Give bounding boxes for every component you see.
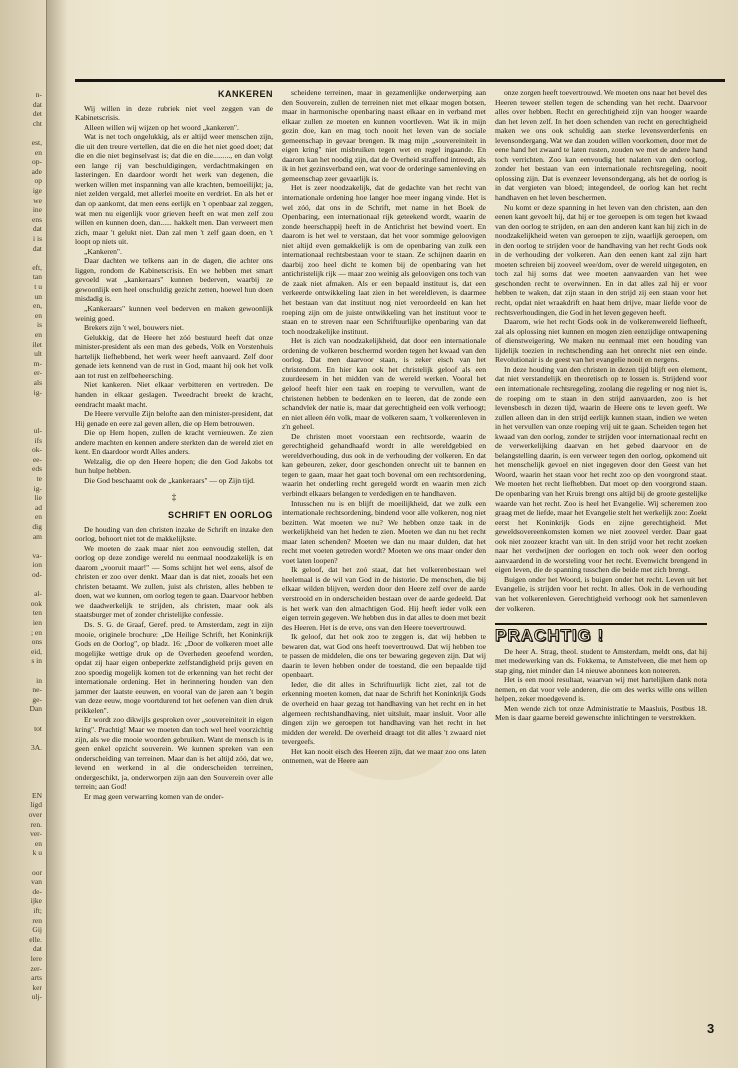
adjacent-page-fragment: in bbox=[36, 675, 42, 685]
adjacent-page-fragment: en bbox=[34, 512, 42, 522]
adjacent-page-fragment: oor bbox=[32, 867, 42, 877]
adjacent-page-fragment: lie bbox=[34, 493, 42, 503]
adjacent-page-fragment: ilet bbox=[32, 339, 42, 349]
adjacent-page-fragment: zer- bbox=[30, 963, 42, 973]
adjacent-page-fragment: ren. bbox=[30, 819, 42, 829]
adjacent-page-fragment: ne- bbox=[32, 685, 42, 695]
column-right bbox=[495, 88, 707, 723]
adjacent-page-fragment: arts bbox=[31, 973, 42, 983]
adjacent-page-fragment: m- bbox=[33, 358, 42, 368]
adjacent-page-fragment: ult bbox=[34, 349, 42, 359]
adjacent-page-fragment: ens bbox=[32, 214, 42, 224]
adjacent-page-fragment: ge- bbox=[32, 694, 42, 704]
article-paragraph: Brekers zijn 't wel, bouwers niet. bbox=[84, 323, 184, 333]
article-paragraph: Wij willen in deze rubriek niet veel zeggen van de Kabinetscrisis. bbox=[75, 103, 273, 123]
article-paragraph: „Kankeraars" kunnen veel bederven en maken gewoonlijk weinig goed. bbox=[75, 304, 273, 323]
adjacent-page-fragment: i is bbox=[33, 234, 42, 243]
adjacent-page-fragment: ige bbox=[32, 186, 42, 195]
article-paragraph: Er mag geen verwarring komen van de onder- bbox=[84, 791, 224, 801]
prachtig-heading: PRACHTIG ! bbox=[495, 626, 605, 646]
article-paragraph: Ieder, die dit alles in Schriftuurlijk licht ziet, zal tot de erkenning moeten komen, dat naar de Schrift het Koninkrijk Gods de overheid en haar gezag tot handhaving van het recht en in het algemeen rechtshandhaving, niet uitsluit, maar insluit. Voor alle dingen zijn we geroepen tot handhaving van het recht in het midden der wereld. De overheid draagt tot dit alles 't zwaard niet tevergeefs. bbox=[282, 679, 486, 747]
article-paragraph: Daarom, wie het recht Gods ook in de volkerenwereld liefheeft, zal als oplossing niet kunnen en mogen zien eenzijdige ontwapening of dienstweigering. We maken nu eenmaal met een houding van lijdelijk toezien in rechtschending aan het onrecht niet een einde. Revolutionair is de geest van het evangelie nooit en nergens. bbox=[495, 317, 707, 365]
adjacent-page-fragment: ker bbox=[32, 982, 42, 992]
adjacent-page-fragment: ook bbox=[30, 598, 42, 608]
adjacent-page-fragment: op- bbox=[32, 157, 42, 167]
adjacent-page-fragment: t u bbox=[34, 282, 42, 291]
adjacent-page-fragment: ten bbox=[32, 608, 42, 618]
adjacent-page-fragment: ion bbox=[32, 560, 42, 570]
adjacent-page-fragment: Gij bbox=[32, 925, 42, 935]
article-paragraph: We moeten de zaak maar niet zoo eenvoudig stellen, dat oorlog op deze zondige wereld nu eenmaal noodzakelijk is en daarom „vooruit maar!" — Soms schijnt het wel eens, alsof de christen er zoo over denkt. Maar dan is dat niet, zooals het een christen betaamt. We zullen, juist als christen, alles hebben te doen, wat we kunnen, om oorlog tegen te gaan. Daarvoor hebben we daadwerkelijk te strijden, als christen, maar ook als staatsburger met of zonder christelijke confessie. bbox=[75, 543, 274, 620]
adjacent-page-fragment: en, bbox=[33, 301, 42, 311]
adjacent-page-fragment: 3A. bbox=[30, 742, 42, 752]
kankeren-article bbox=[75, 104, 273, 486]
adjacent-page-fragment: est, bbox=[31, 138, 42, 147]
adjacent-page-fragment: de- bbox=[32, 886, 42, 896]
oorlog-heading: SCHRIFT EN OORLOG bbox=[168, 509, 273, 520]
top-rule bbox=[75, 79, 725, 82]
adjacent-page-edge bbox=[0, 0, 47, 1068]
binding-shadow bbox=[46, 0, 68, 1068]
article-paragraph: Nu komt er deze spanning in het leven van den christen, aan den eenen kant gevoelt hij, dat hij er toe geroepen is om tegen het kwaad van den oorlog te strijden, en aan den anderen kant kan hij zich in de noodzakelijkheid weten van geroepen te zijn, waarlijk geroepen, om in den oorlog te strijden voor de handhaving van het recht Gods ook in de verhouding der volkeren. Aan den eenen kant zal zijn hart moeten schreien bij zooveel wee/dom, over de wereld uitgegoten, en toch zal hij soms dat wee moeten aanvaarden van het wee geschonden recht te overwinnen. En in dat alles zal hij er voor hebben te waken, dat zijn staan in den strijd zij een staan voor het recht, opdat niet wraakdrift en haat hem drijve, maar liefde voor de rechtsverhoudingen, die God in het leven gegeven heeft. bbox=[495, 202, 707, 317]
adjacent-page-fragment: tot bbox=[34, 723, 42, 733]
adjacent-page-fragment: op bbox=[34, 176, 42, 186]
adjacent-page-fragment: elle. bbox=[29, 934, 42, 944]
adjacent-page-fragment: va- bbox=[32, 550, 42, 560]
adjacent-page-fragment: als bbox=[33, 378, 42, 387]
article-paragraph: Het is een mooi resultaat, waarvan wij met hartelijken dank nota nemen, en dat voor vele anderen, die om des werks wille ons willen helpen, zeker moedgevend is. bbox=[495, 675, 707, 704]
adjacent-page-fragment: al- bbox=[34, 589, 42, 599]
article-paragraph: Niet kankeren. Niet elkaar verbitteren en vertreden. De handen in elkaar geslagen. Tweedracht breekt de kracht, eendracht maakt macht. bbox=[75, 380, 273, 409]
article-paragraph: „Kankeren". bbox=[84, 246, 122, 256]
adjacent-page-fragment: en bbox=[34, 310, 42, 320]
adjacent-page-fragment: det bbox=[32, 109, 42, 119]
adjacent-page-fragment: od- bbox=[32, 570, 42, 579]
adjacent-page-fragment: ; en bbox=[30, 627, 42, 637]
adjacent-page-fragment: te bbox=[36, 474, 42, 483]
article-paragraph: De heer A. Strag, theol. student te Amsterdam, meldt ons, dat hij met medewerking van ds. Fokkema, te Amstelveen, die met hem op stap ging, niet minder dan 14 nieuwe abonnees kon noteeren. bbox=[495, 646, 707, 675]
article-paragraph: Het is zich van noodzakelijkheid, dat door een internationale ordening de volkeren beschermd worden tegen het kwaad van den oorlog. Dat men daarvoor staan, is zeker eisch van het christendom. En hier kan ook het christelijk geloof als een zuurdeesem in het midden van de wereld werken. Vooral het geloof heeft hier een taak en roeping te vervullen, want de christenen hebben te bedenken en te leeren, dat de zonde een schandvlek der natie is, maar dat gerechtigheid een volk verhoogt; en niet alleen één volk, maar de volkeren saam, 't volkerenleven in z'n geheel. bbox=[282, 336, 486, 432]
adjacent-page-fragment: en bbox=[34, 330, 42, 339]
adjacent-page-fragment: ren bbox=[32, 915, 42, 925]
adjacent-page-fragment: dig bbox=[32, 522, 42, 531]
column-left bbox=[75, 88, 273, 801]
article-paragraph: De houding van den christen inzake de Schrift en inzake den oorlog, behoort niet tot de makkelijkste. bbox=[75, 524, 273, 544]
article-paragraph: Ik geloof, dat het zoó staat, dat het volkerenbestaan wel heelemaal is de wil van God in de historie. De menschen, die bij elkaar wilden blijven, werden door den Heere zelf over de aarde verstrooid en in onderscheiden bestaan over de aarde gedeeld. Dat is het werk van den almachtigen God. Hij heeft ieder volk een eigen terrein gegeven. We hebben dus in dat alles te doen met bezit des Heeren. Het is de erve, ons van den Heere toevertrouwd. bbox=[282, 565, 486, 632]
adjacent-page-fragment: cht bbox=[32, 118, 42, 128]
adjacent-page-fragment: ig- bbox=[33, 387, 42, 397]
article-paragraph: Gelukkig, dat de Heere het zóó bestuurd heeft dat onze minister-president als een man des gebeds, Volk en Vorstenhuis hartelijk liefhebbend, het werk weer heeft aanvaard. Zelf door genade iets kennend van de rust in God, maant hij ook het volk aan tot rust en zelfbeheersching. bbox=[75, 332, 273, 380]
article-paragraph: Intusschen nu is en blijft de moeilijkheid, dat we zulk een internationale rechtsordening, bindend voor alle volkeren, nog niet bezitten. Wat moeten we nu? We hebben onze taak in de werkelijkheid van het heden te zien. Moeten we dan nu het recht maar laten schenden? Moeten we dan nu maar dulden, dat het recht met voeten getreden wordt? Moeten we ons maar onder den voet laten loopen? bbox=[282, 498, 486, 565]
kankeren-heading: KANKEREN bbox=[217, 89, 273, 99]
adjacent-page-fragment: eft, bbox=[32, 262, 42, 272]
article-paragraph: Die God beschaamt ook de „kankeraars" — op Zijn tijd. bbox=[84, 475, 255, 485]
article-paragraph: Het is zeer noodzakelijk, dat de gedachte van het recht van internationale ordening hoe langer hoe meer ingang vinde. Het is wel zóó, dat ons in de Schrift, met name in het Boek de Openbaring, een internationaal rijk geteekend wordt, waarin de zonde heerschappij heeft in de Antichrist het bewind voert. En daarom is het wel te verstaan, dat het voor sommige geloovigen niet altijd even gemakkelijk is om de openbaring van zulk een internationaal rechtsbestaan voor te staan. Ze schijnen daarin en daarbij zoo heel dicht te komen bij de openbaring van het antichristelijk rijk — maar zoo weinig als geloovigen ons toch van de zaak niet afmaken. Als er een bepaald instituut is, dat een verkeerde ontwikkeling laat zien in het wereldleven, is daarmee het bestaan van dat instituut nog niet veroordeeld en kan het roeping zijn om de juiste ontwikkeling van het instituut voor te staan en te streven naar een Schriftuurlijke openbaring van dat toch noodzakelijke instituut. bbox=[282, 183, 486, 336]
adjacent-page-fragment: dat bbox=[32, 99, 42, 109]
adjacent-page-fragment: is bbox=[36, 320, 42, 330]
adjacent-page-fragment: k u bbox=[32, 848, 42, 858]
adjacent-page-fragment: ig- bbox=[33, 483, 42, 493]
adjacent-page-fragment: ee- bbox=[32, 454, 42, 464]
section-rule bbox=[495, 623, 707, 625]
adjacent-page-fragment: er- bbox=[33, 368, 42, 378]
adjacent-page-fragment: s in bbox=[31, 656, 42, 666]
article-paragraph: De Heere vervulle Zijn belofte aan den minister-president, dat Hij genade en eere zal geven allen, die op Hem betrouwen. bbox=[75, 409, 273, 428]
article-paragraph: Welzalig, die op den Heere hopen; die den God Jakobs tot hun hulpe hebben. bbox=[75, 456, 273, 476]
article-paragraph: Het kan nooit eisch des Heeren zijn, dat we maar zoo ons laten ontnemen, wat de Heere aan bbox=[282, 746, 486, 766]
adjacent-page-fragment: ok- bbox=[32, 445, 42, 455]
article-paragraph: De christen moet voorstaan een rechtsorde, waarin de gerechtigheid gehandhaafd wordt in alle wereldgebied en wereldverhouding, dus ook in de verhouding der volkeren. En dat kan gebeuren, zeker, door geschonden onrecht uit te bannen en tegen te gaan, maar het gaat toch bovenal om een rechtsordening, waarin het onderling recht geregeld wordt en waarin men zich verbindt elkaars belangen te verdedigen en te handhaven. bbox=[282, 431, 486, 498]
adjacent-page-fragment: am bbox=[32, 531, 42, 541]
article-paragraph: Die op Hem hopen, zullen de kracht vernieuwen. Ze zien andere machten en kennen andere sterkten dan de wereld ziet en kent. En daardoor wordt Alles anders. bbox=[75, 428, 273, 457]
adjacent-page-fragment: dat bbox=[32, 243, 42, 253]
adjacent-page-fragment: ade bbox=[31, 166, 42, 176]
article-paragraph: Men wende zich tot onze Administratie te Maasluis, Postbus 18. Men is daar gaarne bereid gewenschte inlichtingen te verstrekken. bbox=[495, 703, 707, 723]
article-paragraph: Alleen willen wij wijzen op het woord „kankeren". bbox=[84, 122, 239, 132]
adjacent-page-fragment: EN bbox=[32, 790, 42, 800]
adjacent-page-fragment: ifs bbox=[34, 435, 42, 445]
adjacent-page-fragment: ine bbox=[32, 205, 42, 215]
article-paragraph: onze zorgen heeft toevertrouwd. We moeten ons naar het bevel des Heeren teweer stellen tegen de schending van het recht. Daarvoor alles over hebben. Recht en gerechtigheid zijn van hooger waarde dan het leven zelf. In het doen schenden van recht en gerechtigheid maken we ons ook schuldig aan sterke levensverderfenis en levensondergang. Wat we dan zouden willen voorkomen, door met de eene hand het zwaard te laten rusten, zouden we met de andere hand toch verrichten. Zoo kan eenvoudig het nalaten van den oorlog, zonder het bestaan van een internationale rechtsregeling, nooit oplossing zijn. Dat is evenzeer levensondergang, als het de oorlog is in dat vergieten van bloed; integendeel, de oorlog kan het recht handhaven en het leven beschermen. bbox=[495, 88, 708, 203]
column-middle bbox=[282, 88, 486, 766]
article-paragraph: scheidene terreinen, maar in gezamenlijke onderwerping aan den Souverein, zullen de terreinen niet met elkaar mogen botsen, maar in harmonische openbaring naast elkaar en in verband met elkaar zullen ze moeten en kunnen voortleven. Wat ik in mijn gezin doe, kan en mag toch nooit het leven van de sociale gemeenschap in gevaar brengen. Ik mag mijn „souvereiniteit in eigen kring" niet misbruiken tegen wet en regel ingaande. En daarom kan het noodig zijn, dat de Overheid straffend intreedt, als ik in het gezinsverband een, wat voor de orderinge samenleving en gemeenschap zeer gevaarlijk is. bbox=[282, 88, 486, 183]
adjacent-page-fragment: ons bbox=[31, 637, 42, 647]
adjacent-page-fragment: lere bbox=[30, 954, 42, 963]
adjacent-page-fragment: ligd bbox=[30, 800, 42, 810]
adjacent-page-fragment: ift; bbox=[33, 906, 42, 915]
adjacent-page-fragment: en bbox=[34, 147, 42, 157]
adjacent-page-fragment: en bbox=[34, 838, 42, 848]
adjacent-page-fragment: dat bbox=[32, 944, 42, 954]
adjacent-page-fragment: dat bbox=[32, 224, 42, 234]
article-paragraph: Buigen onder het Woord, is buigen onder het recht. Leven uit het Evangelie, is strijden voor het recht. In alles. Ook in de verhouding van het volkerenleven. Gerechtigheid verhoogt ook het samenleven der volkeren. bbox=[495, 574, 707, 613]
oorlog-article bbox=[75, 525, 273, 802]
page-number: 3 bbox=[707, 1021, 715, 1036]
adjacent-page-fragment: Dan bbox=[29, 704, 42, 714]
adjacent-page-fragment: ul- bbox=[33, 426, 42, 435]
adjacent-page-fragment: un bbox=[34, 291, 42, 301]
adjacent-page-fragment: ien bbox=[32, 618, 42, 627]
adjacent-page-fragment: eid, bbox=[30, 646, 42, 656]
article-paragraph: Er wordt zoo dikwijls gesproken over „souvereiniteit in eigen kring". Prachtig! Maar we moeten dan toch wel heel voorzichtig zijn, als we die mooie woorden gebruiken. Want de mensch is in geen enkel opzicht souverein. We kunnen spreken van een onderscheiding van terreinen. Maar dan is het altijd zóó, dat we, levend en werkend in al die onderscheiden terreinen, ondergeschikt, ja, onderworpen zijn aan den Souverein over alle terrein; aan God! bbox=[75, 715, 273, 792]
article-paragraph: Wat is net toch ongelukkig, als er altijd weer menschen zijn, die uit den treure vertellen, dat die en die het niet goed doet; dat die en die niet beginselvast is; dat die en die........., en dan volgt een lange rij van beschuldigingen, verdachtmakingen en lasteringen. En daardoor wordt het werk van degenen, die werken willen met inspanning van alle krachten, bemoeilijkt; ja, niet zelden vergald, met allerlei moeite en verdriet. En als het er dan op aankomt, dat men eens eerlijk en 't openbaar zal zeggen, wat men nu eigenlijk voor grieven heeft en wat men zelf zou willen en kunnen doen, dan...... hakkelt men. Dan verweert men zich, maar 't gelukt niet. Dan zal men 't zelf gaan doen, en 't loopt op niets uit. bbox=[75, 132, 273, 247]
article-paragraph: Ds. S. G. de Graaf, Geref. pred. te Amsterdam, zegt in zijn mooie, originele brochure: „De Heilige Schrift, het Koninkrijk Gods en de Oorlog", op bladz. 16: „Door de volkeren moet alle mogelijke wettige druk op de Overheden geoefend worden, opdat zij haar eigen onbeperkte zelfstandigheid prijs geven en zoo spoedig mogelijk komen tot de erkenning van het recht der internationale ordening. Het in herinnering houden van den jammer der laatste eeuwen, en vooral van de jaren aan 't begin van deze eeuw, moge voortdurend tot het oefenen van dien druk prikkelen". bbox=[75, 619, 273, 715]
adjacent-page-fragment: eds bbox=[32, 464, 42, 474]
adjacent-page-fragment: ad bbox=[34, 502, 42, 512]
adjacent-page-fragment: ijke bbox=[30, 896, 42, 906]
article-paragraph: Daar dachten we telkens aan in de dagen, die achter ons liggen, rondom de Kabinetscrisis. En we hebben met smart gevoeld wat „kankeraars" kunnen bederven, waarbij ze gewoonlijk een heel onschuldig gezicht zetten, hoewel hun doen misdadig is. bbox=[75, 256, 273, 304]
adjacent-page-fragment: over bbox=[28, 810, 42, 819]
section-separator: ‡ bbox=[171, 492, 177, 503]
adjacent-page-fragment: n- bbox=[35, 90, 42, 99]
adjacent-page-fragment: ulj- bbox=[31, 992, 42, 1002]
adjacent-page-fragment: we bbox=[33, 195, 42, 205]
adjacent-page-fragment: tan bbox=[32, 272, 42, 282]
article-paragraph: In deze houding van den christen in dezen tijd blijft een element, dat niet verstandelijk en theoretisch op te lossen is. Strijdend voor een internationale rechtsregeling, zoolang die regeling er nog niet is, de roeping om te staan in den strijd aanvaarden, zoo is het levensbesch in dezen tijd, waarin de Heere ons te leven geeft. We zullen alleen dan in den strijd eerlijk kunnen staan, indien we weten in het vervullen van onze roeping vrij uit te gaan. Scheiden tegen het kwaad van den oorlog, zonder te strijden voor internationaal recht en de verwerkelijking daarvan en het gebed daarvoor en de belangstelling daarin, is een verweer tegen den oorlog, opkomend uit het menschelijk gevoel en niet ingegeven door den Geest van het Woord, waarin het staan voor het recht zoo op den voorgrond staat. We moeten het recht liefhebben. Dat moet op den voorgrond staan. De openbaring van het Kruis brengt ons altijd bij de groote gestelijke waarde van het recht. Zoo is heel het Evangelie. Wij scheremen zoo graag met de liefde, maar het Evangelie stelt het werkelijk zoo: Zoekt eerst het Koninkrijk Gods en zijne gerechtigheid. Met geweldsovereenkomsten komen we niet zooveel verder. Daar gaat ook niet zoozeer kracht van uit. In den strijd voor het recht zoeken naar het verdwijnen der oorlogen en toch ook weer den oorlog aanvaardend in de worsteling voor het recht. Evenwicht brengend in eigen leven, die de spanning tusschen die beide met zich brengt. bbox=[495, 364, 707, 575]
adjacent-page-fragment: ver- bbox=[30, 829, 42, 839]
article-paragraph: Ik geloof, dat het ook zoo te zeggen is, dat wij hebben te bewaren dat, wat God ons heeft toevertrouwd. Dat wij hebben toe te passen de middelen, die ons ter bewaring gegeven zijn. Dat wij daarin te leven hebben onder de toestand, die een bepaalde tijd openbaart. bbox=[282, 632, 486, 680]
adjacent-page-fragment: van bbox=[31, 877, 42, 887]
